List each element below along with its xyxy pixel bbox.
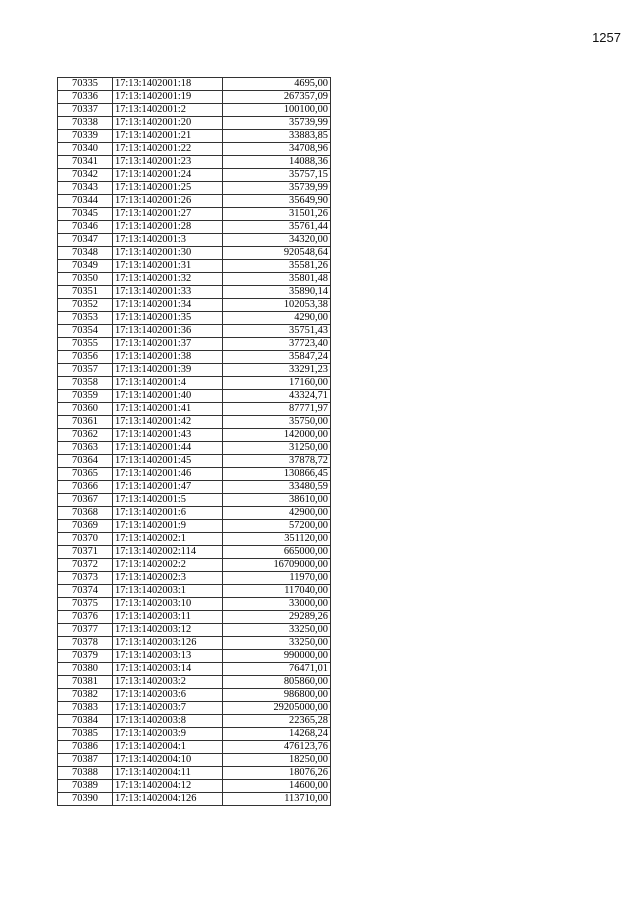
cadastral-number-cell: 17:13:1402001:2 [113, 104, 223, 117]
cadastral-number-cell: 17:13:1402004:10 [113, 754, 223, 767]
cadastral-value-cell: 35801,48 [223, 273, 331, 286]
table-row [58, 637, 331, 650]
cadastral-value-cell: 31501,26 [223, 208, 331, 221]
cadastral-number-cell: 17:13:1402001:31 [113, 260, 223, 273]
row-number-cell: 70377 [58, 624, 113, 637]
cadastral-number-cell: 17:13:1402004:126 [113, 793, 223, 806]
row-number-cell: 70389 [58, 780, 113, 793]
table-row [58, 442, 331, 455]
cadastral-number-cell: 17:13:1402003:126 [113, 637, 223, 650]
cadastral-value-cell: 351120,00 [223, 533, 331, 546]
cadastral-number-cell: 17:13:1402003:14 [113, 663, 223, 676]
row-number-cell: 70378 [58, 637, 113, 650]
table-row [58, 481, 331, 494]
row-number-cell: 70348 [58, 247, 113, 260]
cadastral-value-cell: 29289,26 [223, 611, 331, 624]
row-number-cell: 70369 [58, 520, 113, 533]
cadastral-value-cell: 130866,45 [223, 468, 331, 481]
row-number-cell: 70367 [58, 494, 113, 507]
cadastral-number-cell: 17:13:1402001:20 [113, 117, 223, 130]
row-number-cell: 70350 [58, 273, 113, 286]
cadastral-number-cell: 17:13:1402001:3 [113, 234, 223, 247]
page-number: 1257 [592, 30, 621, 45]
cadastral-value-cell: 33883,85 [223, 130, 331, 143]
cadastral-value-cell: 31250,00 [223, 442, 331, 455]
row-number-cell: 70340 [58, 143, 113, 156]
table-row [58, 117, 331, 130]
cadastral-value-cell: 35890,14 [223, 286, 331, 299]
cadastral-value-cell: 11970,00 [223, 572, 331, 585]
cadastral-number-cell: 17:13:1402003:11 [113, 611, 223, 624]
table-row [58, 676, 331, 689]
cadastral-value-cell: 113710,00 [223, 793, 331, 806]
table-row [58, 494, 331, 507]
row-number-cell: 70342 [58, 169, 113, 182]
row-number-cell: 70366 [58, 481, 113, 494]
cadastral-number-cell: 17:13:1402001:9 [113, 520, 223, 533]
table-row [58, 130, 331, 143]
table-row [58, 338, 331, 351]
cadastral-number-cell: 17:13:1402001:22 [113, 143, 223, 156]
row-number-cell: 70387 [58, 754, 113, 767]
row-number-cell: 70360 [58, 403, 113, 416]
cadastral-value-cell: 33000,00 [223, 598, 331, 611]
cadastral-value-cell: 14268,24 [223, 728, 331, 741]
cadastral-value-cell: 34708,96 [223, 143, 331, 156]
cadastral-value-cell: 267357,09 [223, 91, 331, 104]
cadastral-number-cell: 17:13:1402003:7 [113, 702, 223, 715]
cadastral-number-cell: 17:13:1402001:24 [113, 169, 223, 182]
cadastral-number-cell: 17:13:1402003:10 [113, 598, 223, 611]
row-number-cell: 70371 [58, 546, 113, 559]
table-row [58, 468, 331, 481]
row-number-cell: 70361 [58, 416, 113, 429]
cadastral-number-cell: 17:13:1402001:36 [113, 325, 223, 338]
table-row [58, 741, 331, 754]
row-number-cell: 70358 [58, 377, 113, 390]
table-row [58, 260, 331, 273]
cadastral-value-cell: 33480,59 [223, 481, 331, 494]
cadastral-number-cell: 17:13:1402002:114 [113, 546, 223, 559]
table-row [58, 520, 331, 533]
table-row [58, 416, 331, 429]
cadastral-number-cell: 17:13:1402001:33 [113, 286, 223, 299]
table-row [58, 403, 331, 416]
table-row [58, 273, 331, 286]
table-row [58, 429, 331, 442]
cadastral-value-cell: 37723,40 [223, 338, 331, 351]
table-row [58, 377, 331, 390]
table-row [58, 182, 331, 195]
row-number-cell: 70339 [58, 130, 113, 143]
table-row [58, 715, 331, 728]
cadastral-value-cell: 14088,36 [223, 156, 331, 169]
table-row [58, 507, 331, 520]
cadastral-value-cell: 665000,00 [223, 546, 331, 559]
cadastral-number-cell: 17:13:1402001:30 [113, 247, 223, 260]
row-number-cell: 70382 [58, 689, 113, 702]
cadastral-value-cell: 102053,38 [223, 299, 331, 312]
row-number-cell: 70351 [58, 286, 113, 299]
table-row [58, 247, 331, 260]
cadastral-number-cell: 17:13:1402001:40 [113, 390, 223, 403]
cadastral-number-cell: 17:13:1402001:4 [113, 377, 223, 390]
row-number-cell: 70363 [58, 442, 113, 455]
cadastral-number-cell: 17:13:1402001:44 [113, 442, 223, 455]
row-number-cell: 70354 [58, 325, 113, 338]
cadastral-value-cell: 476123,76 [223, 741, 331, 754]
table-row [58, 91, 331, 104]
table-row [58, 455, 331, 468]
cadastral-value-cell: 35751,43 [223, 325, 331, 338]
cadastral-value-cell: 986800,00 [223, 689, 331, 702]
cadastral-number-cell: 17:13:1402004:1 [113, 741, 223, 754]
cadastral-value-cell: 87771,97 [223, 403, 331, 416]
cadastral-number-cell: 17:13:1402002:3 [113, 572, 223, 585]
row-number-cell: 70364 [58, 455, 113, 468]
cadastral-value-cell: 33250,00 [223, 637, 331, 650]
row-number-cell: 70376 [58, 611, 113, 624]
cadastral-value-cell: 14600,00 [223, 780, 331, 793]
table-row [58, 78, 331, 91]
cadastral-number-cell: 17:13:1402001:34 [113, 299, 223, 312]
cadastral-number-cell: 17:13:1402003:2 [113, 676, 223, 689]
cadastral-number-cell: 17:13:1402001:46 [113, 468, 223, 481]
cadastral-number-cell: 17:13:1402001:18 [113, 78, 223, 91]
row-number-cell: 70388 [58, 767, 113, 780]
table-row [58, 156, 331, 169]
row-number-cell: 70353 [58, 312, 113, 325]
row-number-cell: 70368 [58, 507, 113, 520]
table-row [58, 572, 331, 585]
cadastral-number-cell: 17:13:1402001:41 [113, 403, 223, 416]
cadastral-value-cell: 4290,00 [223, 312, 331, 325]
cadastral-number-cell: 17:13:1402004:12 [113, 780, 223, 793]
table-row [58, 234, 331, 247]
row-number-cell: 70374 [58, 585, 113, 598]
row-number-cell: 70346 [58, 221, 113, 234]
cadastral-value-cell: 43324,71 [223, 390, 331, 403]
table-row [58, 663, 331, 676]
cadastral-number-cell: 17:13:1402003:12 [113, 624, 223, 637]
cadastral-number-cell: 17:13:1402001:6 [113, 507, 223, 520]
cadastral-number-cell: 17:13:1402001:35 [113, 312, 223, 325]
row-number-cell: 70375 [58, 598, 113, 611]
cadastral-value-cell: 33250,00 [223, 624, 331, 637]
cadastral-number-cell: 17:13:1402001:38 [113, 351, 223, 364]
row-number-cell: 70355 [58, 338, 113, 351]
table-row [58, 195, 331, 208]
cadastral-number-cell: 17:13:1402001:47 [113, 481, 223, 494]
cadastral-value-cell: 4695,00 [223, 78, 331, 91]
cadastral-number-cell: 17:13:1402001:39 [113, 364, 223, 377]
row-number-cell: 70352 [58, 299, 113, 312]
table-row [58, 299, 331, 312]
table-row [58, 559, 331, 572]
table-row [58, 689, 331, 702]
cadastral-value-cell: 16709000,00 [223, 559, 331, 572]
cadastral-value-cell: 920548,64 [223, 247, 331, 260]
table-body [58, 78, 331, 806]
cadastral-number-cell: 17:13:1402001:5 [113, 494, 223, 507]
row-number-cell: 70370 [58, 533, 113, 546]
cadastral-value-cell: 990000,00 [223, 650, 331, 663]
row-number-cell: 70357 [58, 364, 113, 377]
cadastral-value-cell: 33291,23 [223, 364, 331, 377]
row-number-cell: 70338 [58, 117, 113, 130]
table-row [58, 767, 331, 780]
cadastral-number-cell: 17:13:1402001:23 [113, 156, 223, 169]
row-number-cell: 70383 [58, 702, 113, 715]
table-row [58, 104, 331, 117]
table-row [58, 780, 331, 793]
cadastral-value-cell: 35739,99 [223, 117, 331, 130]
cadastral-number-cell: 17:13:1402001:19 [113, 91, 223, 104]
row-number-cell: 70390 [58, 793, 113, 806]
cadastral-number-cell: 17:13:1402001:21 [113, 130, 223, 143]
row-number-cell: 70356 [58, 351, 113, 364]
cadastral-number-cell: 17:13:1402003:9 [113, 728, 223, 741]
table-row [58, 169, 331, 182]
row-number-cell: 70386 [58, 741, 113, 754]
cadastral-value-cell: 35757,15 [223, 169, 331, 182]
table-row [58, 624, 331, 637]
row-number-cell: 70335 [58, 78, 113, 91]
table-row [58, 286, 331, 299]
cadastral-value-cell: 18250,00 [223, 754, 331, 767]
cadastral-value-cell: 35649,90 [223, 195, 331, 208]
row-number-cell: 70381 [58, 676, 113, 689]
table-row [58, 585, 331, 598]
table-row [58, 312, 331, 325]
table-row [58, 546, 331, 559]
cadastral-value-cell: 42900,00 [223, 507, 331, 520]
cadastral-value-cell: 57200,00 [223, 520, 331, 533]
cadastral-value-cell: 22365,28 [223, 715, 331, 728]
cadastral-value-cell: 37878,72 [223, 455, 331, 468]
cadastral-number-cell: 17:13:1402003:6 [113, 689, 223, 702]
table-row [58, 351, 331, 364]
table-row [58, 793, 331, 806]
cadastral-number-cell: 17:13:1402001:42 [113, 416, 223, 429]
row-number-cell: 70362 [58, 429, 113, 442]
cadastral-number-cell: 17:13:1402001:26 [113, 195, 223, 208]
cadastral-value-cell: 35739,99 [223, 182, 331, 195]
table-row [58, 702, 331, 715]
row-number-cell: 70349 [58, 260, 113, 273]
row-number-cell: 70341 [58, 156, 113, 169]
row-number-cell: 70365 [58, 468, 113, 481]
cadastral-value-table [57, 77, 331, 806]
row-number-cell: 70345 [58, 208, 113, 221]
table-row [58, 650, 331, 663]
cadastral-number-cell: 17:13:1402001:32 [113, 273, 223, 286]
cadastral-number-cell: 17:13:1402002:1 [113, 533, 223, 546]
row-number-cell: 70359 [58, 390, 113, 403]
cadastral-number-cell: 17:13:1402003:1 [113, 585, 223, 598]
row-number-cell: 70384 [58, 715, 113, 728]
cadastral-value-cell: 117040,00 [223, 585, 331, 598]
row-number-cell: 70385 [58, 728, 113, 741]
table-row [58, 390, 331, 403]
cadastral-value-cell: 18076,26 [223, 767, 331, 780]
row-number-cell: 70343 [58, 182, 113, 195]
cadastral-value-cell: 35761,44 [223, 221, 331, 234]
cadastral-value-cell: 142000,00 [223, 429, 331, 442]
row-number-cell: 70344 [58, 195, 113, 208]
cadastral-value-cell: 17160,00 [223, 377, 331, 390]
cadastral-value-cell: 38610,00 [223, 494, 331, 507]
table-row [58, 533, 331, 546]
cadastral-number-cell: 17:13:1402001:25 [113, 182, 223, 195]
table-row [58, 611, 331, 624]
cadastral-value-cell: 34320,00 [223, 234, 331, 247]
cadastral-number-cell: 17:13:1402003:8 [113, 715, 223, 728]
row-number-cell: 70379 [58, 650, 113, 663]
table-row [58, 728, 331, 741]
cadastral-number-cell: 17:13:1402001:27 [113, 208, 223, 221]
table-row [58, 143, 331, 156]
cadastral-value-cell: 805860,00 [223, 676, 331, 689]
row-number-cell: 70380 [58, 663, 113, 676]
cadastral-number-cell: 17:13:1402002:2 [113, 559, 223, 572]
cadastral-value-cell: 35750,00 [223, 416, 331, 429]
cadastral-number-cell: 17:13:1402001:45 [113, 455, 223, 468]
cadastral-value-cell: 76471,01 [223, 663, 331, 676]
cadastral-number-cell: 17:13:1402001:43 [113, 429, 223, 442]
table-row [58, 221, 331, 234]
row-number-cell: 70336 [58, 91, 113, 104]
row-number-cell: 70372 [58, 559, 113, 572]
cadastral-number-cell: 17:13:1402003:13 [113, 650, 223, 663]
table-row [58, 364, 331, 377]
table-row [58, 754, 331, 767]
table-row [58, 325, 331, 338]
table-row [58, 208, 331, 221]
cadastral-number-cell: 17:13:1402004:11 [113, 767, 223, 780]
row-number-cell: 70373 [58, 572, 113, 585]
row-number-cell: 70347 [58, 234, 113, 247]
cadastral-value-cell: 29205000,00 [223, 702, 331, 715]
table-row [58, 598, 331, 611]
row-number-cell: 70337 [58, 104, 113, 117]
cadastral-value-cell: 35581,26 [223, 260, 331, 273]
cadastral-number-cell: 17:13:1402001:37 [113, 338, 223, 351]
cadastral-value-cell: 100100,00 [223, 104, 331, 117]
cadastral-value-cell: 35847,24 [223, 351, 331, 364]
cadastral-number-cell: 17:13:1402001:28 [113, 221, 223, 234]
